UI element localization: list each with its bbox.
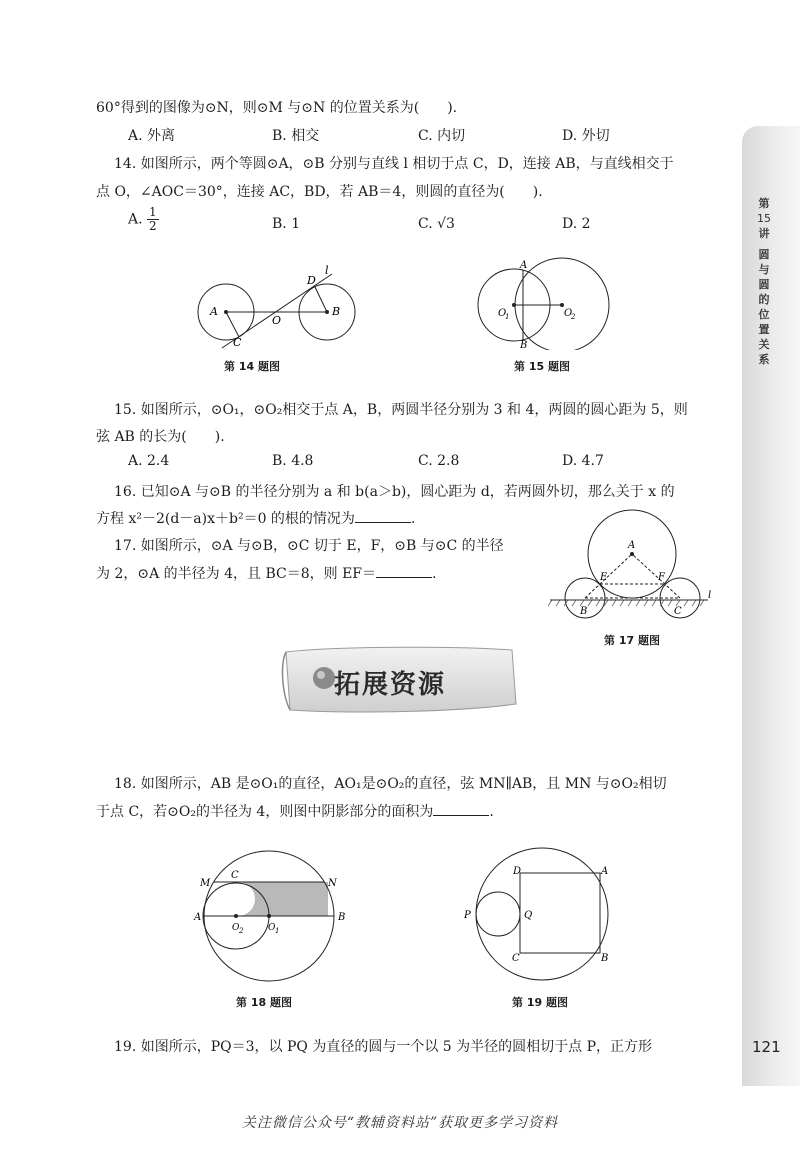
label-a: A	[210, 305, 218, 318]
answer-blank	[355, 509, 411, 523]
q13-option-a: A. 外离	[128, 128, 176, 144]
label-o2: O	[564, 308, 573, 319]
q14-option-b: B. 1	[272, 216, 301, 232]
label-c: C	[233, 336, 242, 349]
q15-option-d: D. 4.7	[562, 453, 604, 469]
label-o1: O	[268, 923, 276, 933]
label-b: B	[580, 606, 588, 617]
label-b: B	[338, 912, 346, 923]
q15-option-a: A. 2.4	[128, 453, 170, 469]
q15-option-c: C. 2.8	[418, 453, 460, 469]
label-o2: O	[232, 923, 240, 933]
circle-large	[476, 848, 608, 980]
label-o: O	[272, 314, 282, 327]
label-a: A	[601, 866, 609, 877]
figure-15	[468, 250, 618, 350]
label-b: B	[520, 340, 528, 350]
q18-text-line1: 18. 如图所示，AB 是⊙O₁的直径，AO₁是⊙O₂的直径，弦 MN∥AB，且 MN 与⊙O₂相切	[114, 776, 667, 792]
q13-text: 60°得到的图像为⊙N，则⊙M 与⊙N 的位置关系为( ).	[96, 100, 458, 116]
fraction-one-half: $\frac{1}{2}$	[149, 205, 157, 233]
label-o1: O	[498, 308, 507, 319]
label-a: A	[628, 540, 636, 551]
q19-text-line1: 19. 如图所示，PQ＝3，以 PQ 为直径的圆与一个以 5 为半径的圆相切于点 P，正方形	[114, 1039, 652, 1055]
label-o1-sub: 1	[505, 313, 510, 321]
q15-text-line1: 15. 如图所示，⊙O₁，⊙O₂相交于点 A，B，两圆半径分别为 3 和 4，两圆的圆心距为 5，则	[114, 402, 688, 418]
label-c: C	[231, 870, 239, 881]
figure-17	[548, 508, 718, 620]
label-m: M	[200, 878, 211, 889]
q17-text-line2: 为 2，⊙A 的半径为 4，且 BC＝8，则 EF＝ .	[96, 566, 437, 582]
label-q: Q	[524, 910, 533, 921]
q16-text-line2: 方程 x²－2(d－a)x＋b²＝0 的根的情况为 .	[96, 511, 416, 527]
section-title: 拓展资源	[334, 670, 447, 700]
figure-15-caption: 第 15 题图	[514, 360, 570, 373]
answer-blank	[433, 802, 489, 816]
q13-option-c: C. 内切	[418, 128, 466, 144]
segment-bd	[315, 287, 327, 312]
label-e: E	[600, 572, 608, 583]
label-a: A	[520, 260, 528, 271]
footer-watermark: 关注微信公众号“教辅资料站”获取更多学习资料	[241, 1115, 559, 1131]
figure-18	[190, 848, 360, 988]
segment-ac	[226, 312, 239, 337]
figure-14	[190, 262, 370, 352]
q13-option-b: B. 相交	[272, 128, 320, 144]
label-a: A	[194, 912, 202, 923]
label-p: P	[464, 910, 471, 921]
q14-option-d: D. 2	[562, 216, 591, 232]
figure-19-caption: 第 19 题图	[512, 996, 568, 1009]
label-c: C	[674, 606, 682, 617]
q14-text-line1: 14. 如图所示，两个等圆⊙A，⊙B 分别与直线 l 相切于点 C，D，连接 AB，与直线相交于	[114, 156, 674, 172]
label-b: B	[601, 953, 609, 964]
q15-text-line2: 弦 AB 的长为( ).	[96, 429, 225, 445]
label-c: C	[512, 953, 520, 964]
label-n: N	[328, 878, 337, 889]
q14-option-a: A. $\frac{1}{2}$	[128, 205, 157, 233]
q13-option-d: D. 外切	[562, 128, 610, 144]
figure-14-caption: 第 14 题图	[224, 360, 280, 373]
q15-option-b: B. 4.8	[272, 453, 314, 469]
figure-19	[458, 846, 628, 986]
label-f: F	[658, 572, 665, 583]
label-d: D	[513, 866, 522, 877]
label-d: D	[307, 274, 316, 287]
q16-text-line1: 16. 已知⊙A 与⊙B 的半径分别为 a 和 b(a＞b)，圆心距为 d，若两圆外切，那么关于 x 的	[114, 484, 675, 500]
q17-text-line1: 17. 如图所示，⊙A 与⊙B，⊙C 切于 E，F，⊙B 与⊙C 的半径	[114, 538, 504, 554]
label-b: B	[332, 305, 341, 318]
label-o2-sub: 2	[571, 313, 576, 321]
figure-18-caption: 第 18 题图	[236, 996, 292, 1009]
page-number: 121	[752, 1038, 781, 1056]
side-tab-text: 第 15 讲 圆 与 圆 的 位 置 关 系	[757, 197, 771, 366]
figure-17-caption: 第 17 题图	[604, 634, 660, 647]
q18-text-line2: 于点 C，若⊙O₂的半径为 4，则图中阴影部分的面积为 .	[96, 804, 494, 820]
label-o2-sub: 2	[239, 927, 244, 935]
label-l: l	[325, 264, 329, 277]
label-l: l	[708, 590, 712, 601]
q14-option-c: C. √3	[418, 216, 455, 232]
answer-blank	[376, 564, 432, 578]
circle-pq	[476, 892, 520, 936]
banner-dot-icon	[313, 667, 335, 689]
label-o1-sub: 1	[275, 927, 280, 935]
q14-text-line2: 点 O，∠AOC＝30°，连接 AC，BD，若 AB＝4，则圆的直径为( ).	[96, 184, 543, 200]
